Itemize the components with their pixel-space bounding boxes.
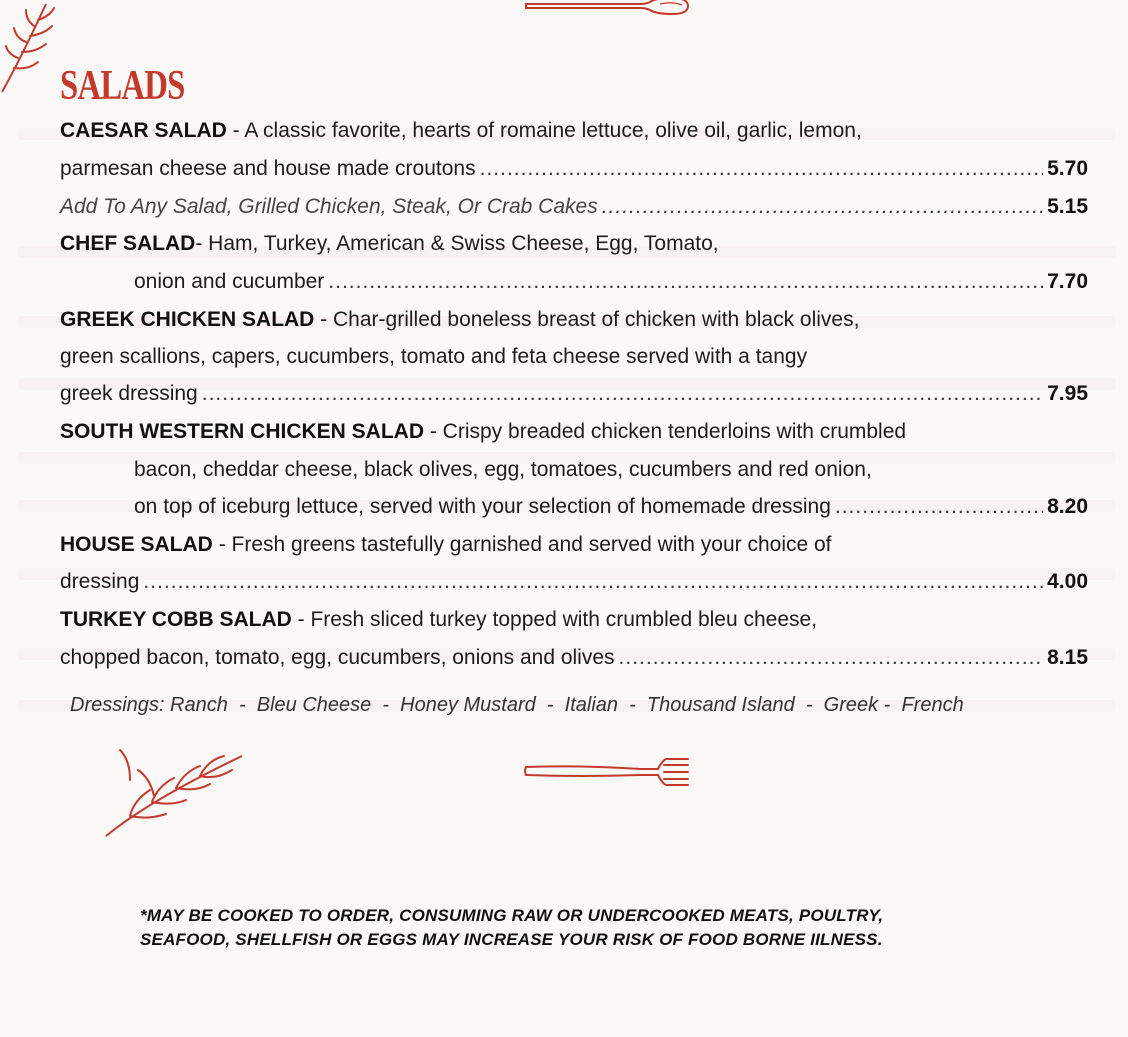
dot-leader xyxy=(480,154,1044,184)
menu-item-line xyxy=(60,643,1088,673)
item-description: - Char-grilled boneless breast of chicken with black olives, xyxy=(314,308,860,331)
item-name: HOUSE SALAD xyxy=(60,533,213,556)
dressings-list: Dressings: Ranch - Bleu Cheese - Honey Mustard - Italian - Thousand Island - Greek - French xyxy=(70,694,964,716)
menu-item-turkey-cobb xyxy=(60,605,1088,635)
spoon-icon xyxy=(522,0,692,20)
menu-item-line xyxy=(60,154,1088,184)
item-description: greek dressing xyxy=(60,382,198,405)
menu-item-line xyxy=(134,455,1088,485)
item-price: 4.00 xyxy=(1047,570,1088,593)
menu-addon xyxy=(60,192,1088,222)
menu-item-line xyxy=(60,342,1088,372)
dot-leader xyxy=(835,492,1043,522)
menu-item-caesar xyxy=(60,116,1088,146)
item-price: 7.95 xyxy=(1047,382,1088,405)
addon-text: Add To Any Salad, Grilled Chicken, Steak, Or Crab Cakes xyxy=(60,195,598,218)
item-description: green scallions, capers, cucumbers, tomato and feta cheese served with a tangy xyxy=(60,345,808,368)
dot-leader xyxy=(328,267,1043,297)
item-description: chopped bacon, tomato, egg, cucumbers, onions and olives xyxy=(60,646,615,669)
warning-line: SEAFOOD, SHELLFISH OR EGGS MAY INCREASE YOUR RISK OF FOOD BORNE IILNESS. xyxy=(140,930,883,949)
food-safety-warning xyxy=(140,904,1080,952)
item-description: on top of iceburg lettuce, served with your selection of homemade dressing xyxy=(134,495,831,518)
menu-item-chef xyxy=(60,229,1088,259)
item-description: - Fresh greens tastefully garnished and served with your choice of xyxy=(212,533,832,556)
item-price: 7.70 xyxy=(1047,270,1088,293)
item-description: dressing xyxy=(60,570,140,593)
item-name: SOUTH WESTERN CHICKEN SALAD xyxy=(60,420,425,443)
dot-leader xyxy=(602,192,1043,222)
menu-item-house xyxy=(60,530,1088,560)
item-name: CHEF SALAD xyxy=(60,232,196,255)
dot-leader xyxy=(143,567,1043,597)
warning-line: *MAY BE COOKED TO ORDER, CONSUMING RAW OR UNDERCOOKED MEATS, POULTRY, xyxy=(140,906,884,925)
item-price: 5.70 xyxy=(1047,157,1088,180)
section-title: SALADS xyxy=(60,63,185,109)
item-description: - Crispy breaded chicken tenderloins with crumbled xyxy=(424,420,907,443)
item-name: GREEK CHICKEN SALAD xyxy=(60,308,315,331)
item-description: parmesan cheese and house made croutons xyxy=(60,157,476,180)
menu-item-greek xyxy=(60,305,1088,335)
dot-leader xyxy=(202,379,1043,409)
item-description: - A classic favorite, hearts of romaine lettuce, olive oil, garlic, lemon, xyxy=(226,119,862,142)
fork-icon xyxy=(522,753,692,793)
item-description: bacon, cheddar cheese, black olives, egg, tomatoes, cucumbers and red onion, xyxy=(134,458,872,481)
herb-sprig-icon xyxy=(100,730,250,840)
item-name: CAESAR SALAD xyxy=(60,119,227,142)
menu-item-south-western xyxy=(60,417,1088,447)
item-description: onion and cucumber xyxy=(134,270,325,293)
item-price: 8.15 xyxy=(1047,646,1088,669)
item-description: - Ham, Turkey, American & Swiss Cheese, Egg, Tomato, xyxy=(195,232,719,255)
menu-item-line xyxy=(60,567,1088,597)
menu-item-line xyxy=(134,267,1088,297)
item-name: TURKEY COBB SALAD xyxy=(60,608,292,631)
menu-item-line xyxy=(134,492,1088,522)
item-description: - Fresh sliced turkey topped with crumbled bleu cheese, xyxy=(291,608,818,631)
item-price: 8.20 xyxy=(1047,495,1088,518)
dot-leader xyxy=(619,643,1044,673)
addon-price: 5.15 xyxy=(1047,195,1088,218)
menu-item-line xyxy=(60,379,1088,409)
